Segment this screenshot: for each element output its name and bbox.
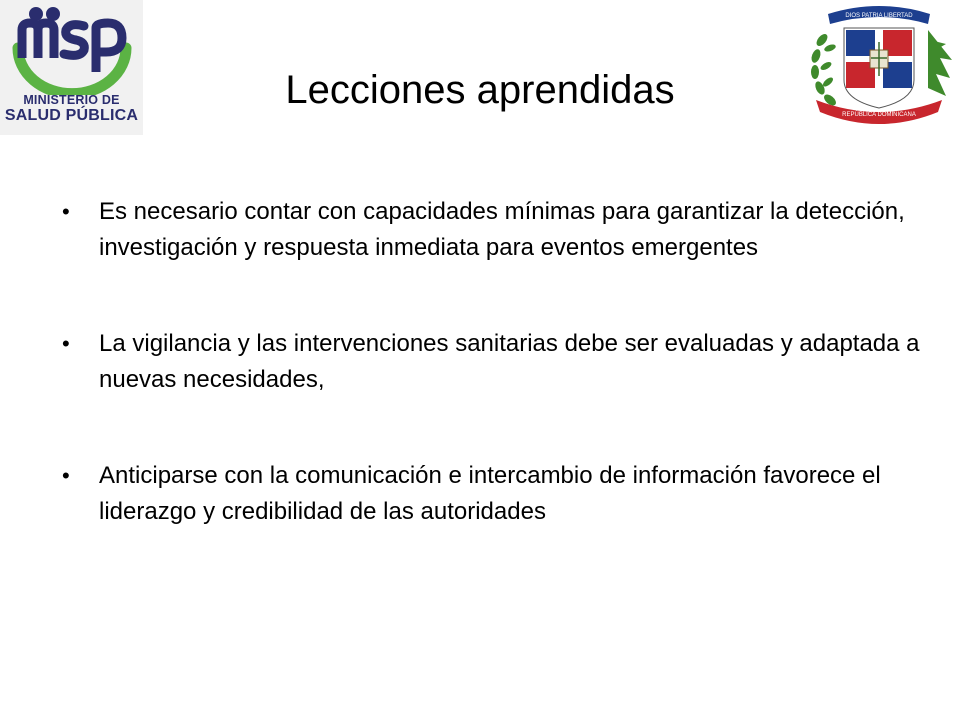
bullet-list (62, 194, 922, 590)
bullet-marker: • (62, 331, 70, 356)
list-item (62, 326, 922, 398)
bullet-marker: • (62, 463, 70, 488)
list-item (62, 194, 922, 266)
bullet-text: Es necesario contar con capacidades mínimas para garantizar la detección, investigación y respuesta inmediata para eventos emergentes (99, 198, 905, 261)
msp-logo (0, 0, 143, 135)
coat-of-arms-emblem (800, 0, 958, 130)
logo-line-ministerio: MINISTERIO DE (23, 93, 120, 107)
coat-motto (845, 13, 913, 19)
svg-text:REPÚBLICA DOMINICANA: REPÚBLICA DOMINICANA (842, 112, 916, 118)
logo-line-salud-publica: SALUD PÚBLICA (4, 107, 139, 124)
bullet-marker: • (62, 199, 70, 224)
svg-text:DIOS PATRIA LIBERTAD: DIOS PATRIA LIBERTAD (845, 13, 913, 19)
list-item (62, 458, 922, 530)
slide-title: Lecciones aprendidas (285, 68, 675, 112)
bullet-text: La vigilancia y las intervenciones sanitarias debe ser evaluadas y adaptada a nuevas necesidades, (99, 330, 920, 393)
coat-ribbon-text (842, 111, 916, 118)
msp-logo-mark (0, 0, 143, 95)
coat-of-arms (800, 0, 958, 130)
bullet-text: Anticiparse con la comunicación e intercambio de información favorece el liderazgo y credibilidad de las autoridades (99, 462, 881, 525)
